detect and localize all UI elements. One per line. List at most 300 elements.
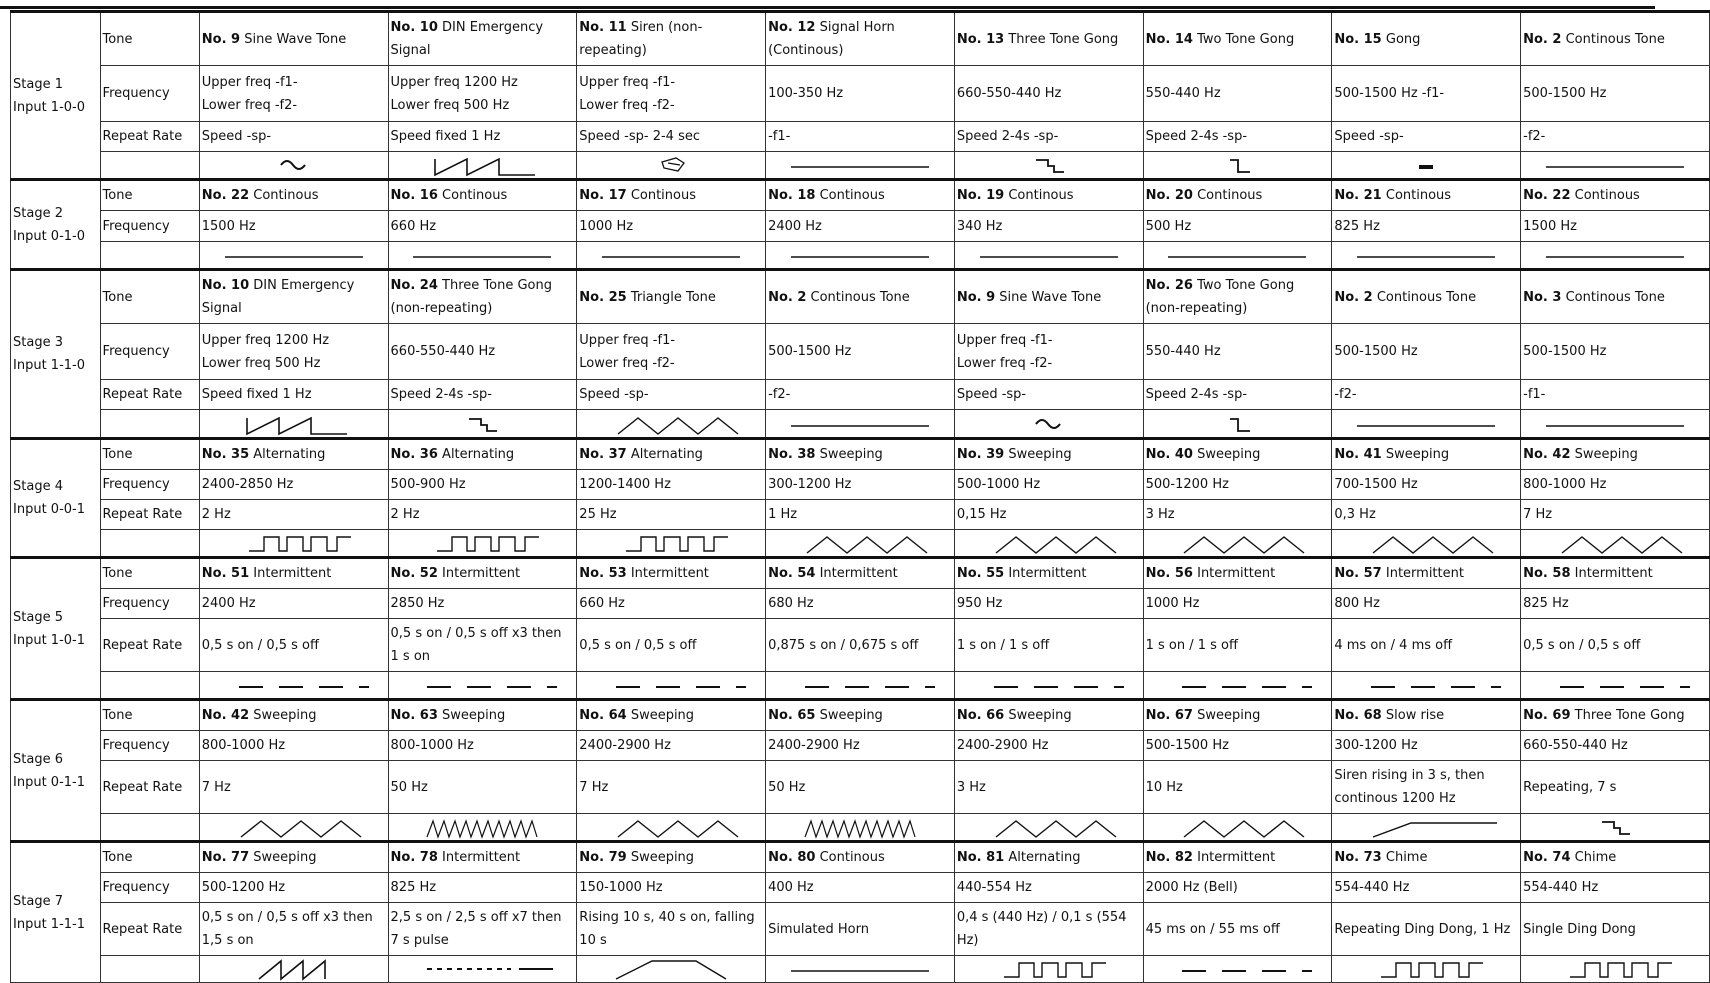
dashes-waveform-icon — [785, 673, 935, 697]
step3-waveform-icon — [1540, 815, 1690, 839]
repeat-rate-cell: 50 Hz — [388, 761, 577, 814]
repeat-rate-cell: Simulated Horn — [766, 903, 955, 956]
tone-number: No. 58 — [1523, 566, 1571, 581]
tone-number: No. 79 — [579, 850, 627, 865]
tone-name: Continous — [630, 188, 696, 203]
frequency-cell: 2000 Hz (Bell) — [1143, 873, 1332, 903]
row-label-sym — [100, 242, 199, 270]
stage-label — [11, 439, 101, 558]
tone-number: No. 10 — [201, 278, 250, 293]
stage-row-freq — [11, 731, 1710, 761]
waveform-cell — [199, 530, 388, 558]
tone-number: No. 56 — [1145, 566, 1193, 581]
row-label-sym — [100, 152, 199, 180]
square-waveform-icon — [1351, 957, 1501, 981]
stage-label — [11, 558, 101, 700]
waveform-cell — [199, 956, 388, 983]
repeat-rate-cell: -f2- — [1332, 380, 1521, 410]
waveform-cell — [199, 152, 388, 180]
tone-number: No. 65 — [768, 708, 816, 723]
repeat-rate-cell: Speed -sp- — [954, 380, 1143, 410]
frequency-cell: 150-1000 Hz — [577, 873, 766, 903]
repeat-rate-cell: Speed fixed 1 Hz — [199, 380, 388, 410]
tone-cell — [954, 439, 1143, 470]
tone-cell — [766, 439, 955, 470]
tone-name: Sweeping — [819, 447, 883, 462]
triangle-waveform-icon — [1162, 531, 1312, 555]
waveform-cell — [954, 242, 1143, 270]
frequency-cell: 500-1200 Hz — [199, 873, 388, 903]
frequency-cell: 660-550-440 Hz — [388, 324, 577, 380]
dashes-waveform-icon — [407, 673, 557, 697]
stage-row-tone — [11, 270, 1710, 324]
tone-name: Intermittent — [253, 566, 332, 581]
tone-number: No. 66 — [956, 708, 1005, 723]
waveform-cell — [1143, 814, 1332, 842]
tone-name: Continous — [253, 188, 319, 203]
repeat-rate-cell: Siren rising in 3 s, then continous 1200 Hz — [1332, 761, 1521, 814]
tone-number: No. 81 — [956, 850, 1005, 865]
dashes-waveform-icon — [1162, 673, 1312, 697]
line-waveform-icon — [1540, 153, 1690, 177]
stage-row-sym — [11, 242, 1710, 270]
tone-number: No. 74 — [1523, 850, 1571, 865]
frequency-cell: Upper freq -f1- Lower freq -f2- — [954, 324, 1143, 380]
repeat-rate-cell: 2,5 s on / 2,5 s off x7 then 7 s pulse — [388, 903, 577, 956]
tone-number: No. 40 — [1145, 447, 1193, 462]
row-label-sym — [100, 530, 199, 558]
frequency-cell: 550-440 Hz — [1143, 66, 1332, 122]
tone-cell — [577, 180, 766, 211]
waveform-cell — [766, 530, 955, 558]
repeat-rate-cell: 3 Hz — [954, 761, 1143, 814]
waveform-cell — [388, 814, 577, 842]
tone-cell — [388, 700, 577, 731]
stage-row-sym — [11, 152, 1710, 180]
line-waveform-icon — [596, 243, 746, 267]
frequency-cell: 1000 Hz — [577, 211, 766, 242]
tone-name: Three Tone Gong — [1574, 708, 1685, 723]
stage-row-sym — [11, 410, 1710, 439]
line-waveform-icon — [785, 412, 935, 436]
stage-name: Stage 2 — [13, 205, 63, 221]
tone-number: No. 51 — [201, 566, 250, 581]
stage-label — [11, 270, 101, 439]
stage-input: Input 0-1-1 — [13, 774, 85, 790]
repeat-rate-cell: 45 ms on / 55 ms off — [1143, 903, 1332, 956]
frequency-cell: 500-1500 Hz -f1- — [1332, 66, 1521, 122]
tone-table — [10, 10, 1710, 983]
waveform-cell — [954, 672, 1143, 700]
step3-waveform-icon — [407, 412, 557, 436]
step2-waveform-icon — [1162, 412, 1312, 436]
line-waveform-icon — [1351, 243, 1501, 267]
dashes-waveform-icon — [974, 673, 1124, 697]
tone-name: Intermittent — [1385, 566, 1464, 581]
tone-name: DIN Emergency Signal — [201, 278, 355, 316]
waveform-cell — [1143, 242, 1332, 270]
tone-name: Sweeping — [630, 850, 695, 865]
tone-number: No. 42 — [1523, 447, 1571, 462]
rise-waveform-icon — [1351, 815, 1501, 839]
repeat-rate-cell: 1 Hz — [766, 500, 955, 530]
tone-name: Alternating — [1008, 850, 1081, 865]
frequency-cell: 825 Hz — [1332, 211, 1521, 242]
repeat-rate-cell: Speed -sp- — [577, 380, 766, 410]
stage-row-rate — [11, 619, 1710, 672]
tone-cell — [1143, 12, 1332, 66]
waveform-cell — [577, 152, 766, 180]
row-label-sym — [100, 956, 199, 983]
tone-name: Continous — [1574, 188, 1640, 203]
frequency-cell: 680 Hz — [766, 589, 955, 619]
tone-number: No. 11 — [579, 20, 627, 35]
row-label-rate: Repeat Rate — [100, 903, 199, 956]
tone-number: No. 25 — [579, 289, 627, 305]
row-label-sym — [100, 672, 199, 700]
triangle-waveform-icon — [596, 412, 746, 436]
waveform-cell — [388, 242, 577, 270]
waveform-cell — [766, 410, 955, 439]
tone-name: Sweeping — [1197, 447, 1261, 462]
tone-name: Sine Wave Tone — [999, 289, 1102, 305]
waveform-cell — [1332, 956, 1521, 983]
repeat-rate-cell: Speed 2-4s -sp- — [1143, 122, 1332, 152]
stage-input: Input 1-0-1 — [13, 632, 85, 648]
tone-cell — [388, 12, 577, 66]
tone-cell — [1332, 700, 1521, 731]
waveform-cell — [766, 152, 955, 180]
stage-row-tone — [11, 12, 1710, 66]
frequency-cell: 500-900 Hz — [388, 470, 577, 500]
repeat-rate-cell: 10 Hz — [1143, 761, 1332, 814]
tone-name: Continous — [819, 188, 885, 203]
tone-name: Sweeping — [1574, 447, 1638, 462]
repeat-rate-cell: 1 s on / 1 s off — [1143, 619, 1332, 672]
tone-number: No. 68 — [1334, 708, 1382, 723]
repeat-rate-cell: 0,5 s on / 0,5 s off x3 then 1,5 s on — [199, 903, 388, 956]
waveform-cell — [388, 530, 577, 558]
tone-number: No. 22 — [1523, 188, 1571, 203]
frequency-cell: 2400 Hz — [766, 211, 955, 242]
tone-number: No. 21 — [1334, 188, 1382, 203]
waveform-cell — [1332, 530, 1521, 558]
frequency-cell: 2400-2900 Hz — [577, 731, 766, 761]
tone-number: No. 9 — [956, 289, 996, 305]
tone-cell — [766, 558, 955, 589]
tone-number: No. 69 — [1523, 708, 1571, 723]
row-label-freq: Frequency — [100, 731, 199, 761]
tone-cell — [766, 12, 955, 66]
frequency-cell: 800 Hz — [1332, 589, 1521, 619]
tone-name: Sweeping — [1008, 447, 1072, 462]
tone-name: Alternating — [630, 447, 703, 462]
waveform-cell — [766, 672, 955, 700]
tone-cell — [577, 700, 766, 731]
stage-name: Stage 5 — [13, 609, 63, 625]
tone-number: No. 38 — [768, 447, 816, 462]
stage-row-sym — [11, 956, 1710, 983]
frequency-cell: 500-1200 Hz — [1143, 470, 1332, 500]
step2-waveform-icon — [1162, 153, 1312, 177]
tone-cell — [577, 842, 766, 873]
tone-cell — [1332, 270, 1521, 324]
dashes-waveform-icon — [1540, 673, 1690, 697]
row-label-tone: Tone — [100, 12, 199, 66]
stage-label — [11, 700, 101, 842]
repeat-rate-cell: 7 Hz — [1521, 500, 1710, 530]
row-label-tone: Tone — [100, 558, 199, 589]
tone-cell — [577, 270, 766, 324]
tone-cell — [577, 558, 766, 589]
tone-name: Siren (non-repeating) — [579, 20, 703, 58]
tone-number: No. 2 — [1334, 289, 1373, 305]
dashes-waveform-icon — [1351, 673, 1501, 697]
tone-name: Two Tone Gong — [1197, 31, 1295, 47]
repeat-rate-cell: Speed -sp- — [1332, 122, 1521, 152]
stage-name: Stage 1 — [13, 76, 63, 92]
frequency-cell: 2400-2900 Hz — [766, 731, 955, 761]
waveform-cell — [1521, 672, 1710, 700]
tone-number: No. 12 — [768, 20, 816, 35]
square-waveform-icon — [407, 531, 557, 555]
stage-input: Input 1-1-1 — [13, 916, 85, 932]
tone-cell — [388, 180, 577, 211]
stage-input: Input 1-0-0 — [13, 99, 85, 115]
repeat-rate-cell: 0,5 s on / 0,5 s off — [1521, 619, 1710, 672]
tone-cell — [1332, 12, 1521, 66]
tone-number: No. 57 — [1334, 566, 1382, 581]
stage-row-tone — [11, 700, 1710, 731]
repeat-rate-cell: 25 Hz — [577, 500, 766, 530]
square-waveform-icon — [219, 531, 369, 555]
frequency-cell: Upper freq -f1- Lower freq -f2- — [577, 66, 766, 122]
waveform-cell — [1143, 410, 1332, 439]
tone-name: Continous Tone — [1376, 289, 1477, 305]
tone-number: No. 24 — [390, 278, 438, 293]
tone-cell — [1521, 12, 1710, 66]
frequency-cell: 660-550-440 Hz — [954, 66, 1143, 122]
row-label-tone: Tone — [100, 842, 199, 873]
repeat-rate-cell: Speed 2-4s -sp- — [388, 380, 577, 410]
waveform-cell — [1521, 410, 1710, 439]
triangle-waveform-icon — [974, 815, 1124, 839]
waveform-cell — [1332, 152, 1521, 180]
tone-name: Alternating — [442, 447, 515, 462]
stage-row-freq — [11, 66, 1710, 122]
tone-number: No. 3 — [1523, 289, 1562, 305]
stage-row-tone — [11, 842, 1710, 873]
tone-name: Two Tone Gong (non-repeating) — [1145, 278, 1295, 316]
stage-row-rate — [11, 761, 1710, 814]
dashes-waveform-icon — [596, 673, 746, 697]
frequency-cell: 500-1500 Hz — [766, 324, 955, 380]
frequency-cell: 800-1000 Hz — [1521, 470, 1710, 500]
waveform-cell — [577, 814, 766, 842]
waveform-cell — [1521, 956, 1710, 983]
tone-name: Chime — [1385, 850, 1428, 865]
repeat-rate-cell: 2 Hz — [388, 500, 577, 530]
row-label-rate: Repeat Rate — [100, 380, 199, 410]
tone-cell — [1521, 270, 1710, 324]
zigzag-waveform-icon — [785, 815, 935, 839]
tone-cell — [1143, 439, 1332, 470]
top-rule — [0, 6, 1655, 9]
waveform-cell — [1332, 410, 1521, 439]
tone-cell — [199, 842, 388, 873]
waveform-cell — [766, 242, 955, 270]
frequency-cell: 500-1000 Hz — [954, 470, 1143, 500]
repeat-rate-cell: -f2- — [766, 380, 955, 410]
waveform-cell — [199, 814, 388, 842]
stage-row-tone — [11, 439, 1710, 470]
dash-bold-waveform-icon — [1351, 153, 1501, 177]
tone-cell — [954, 842, 1143, 873]
repeat-rate-cell: Speed 2-4s -sp- — [1143, 380, 1332, 410]
tone-number: No. 14 — [1145, 31, 1193, 47]
repeat-rate-cell: Speed -sp- — [199, 122, 388, 152]
tone-cell — [954, 12, 1143, 66]
row-label-rate: Repeat Rate — [100, 619, 199, 672]
tone-name: Intermittent — [442, 850, 521, 865]
frequency-cell: 660-550-440 Hz — [1521, 731, 1710, 761]
square-waveform-icon — [596, 531, 746, 555]
stage-row-freq — [11, 873, 1710, 903]
dashes-waveform-icon — [219, 673, 369, 697]
tone-cell — [1521, 439, 1710, 470]
frequency-cell: 550-440 Hz — [1143, 324, 1332, 380]
tone-number: No. 19 — [956, 188, 1005, 203]
waveform-cell — [199, 410, 388, 439]
tone-cell — [1332, 180, 1521, 211]
repeat-rate-cell: 50 Hz — [766, 761, 955, 814]
repeat-rate-cell: 1 s on / 1 s off — [954, 619, 1143, 672]
tone-name: Alternating — [253, 447, 326, 462]
frequency-cell: 700-1500 Hz — [1332, 470, 1521, 500]
row-label-rate: Repeat Rate — [100, 122, 199, 152]
tone-name: Sweeping — [442, 708, 506, 723]
tone-cell — [954, 270, 1143, 324]
square-waveform-icon — [1540, 957, 1690, 981]
tone-name: Continous Tone — [810, 289, 910, 305]
tone-name: Three Tone Gong (non-repeating) — [390, 278, 552, 316]
stage-row-rate — [11, 122, 1710, 152]
tone-number: No. 78 — [390, 850, 438, 865]
tone-cell — [388, 439, 577, 470]
dashes-waveform-icon — [1162, 957, 1312, 981]
frequency-cell: Upper freq 1200 Hz Lower freq 500 Hz — [388, 66, 577, 122]
tone-number: No. 2 — [1523, 31, 1562, 47]
stage-row-freq — [11, 324, 1710, 380]
waveform-cell — [1521, 530, 1710, 558]
tone-number: No. 18 — [768, 188, 816, 203]
sine-waveform-icon — [219, 153, 369, 177]
frequency-cell: 440-554 Hz — [954, 873, 1143, 903]
line-waveform-icon — [219, 243, 369, 267]
tone-number: No. 52 — [390, 566, 438, 581]
frequency-cell: 1500 Hz — [199, 211, 388, 242]
tone-name: Sweeping — [253, 708, 317, 723]
row-label-freq: Frequency — [100, 66, 199, 122]
tone-number: No. 16 — [390, 188, 438, 203]
row-label-freq: Frequency — [100, 589, 199, 619]
tone-cell — [1521, 558, 1710, 589]
tone-name: Intermittent — [630, 566, 709, 581]
line-waveform-icon — [785, 243, 935, 267]
tone-number: No. 63 — [390, 708, 438, 723]
stage-row-freq — [11, 589, 1710, 619]
waveform-cell — [199, 242, 388, 270]
tone-number: No. 67 — [1145, 708, 1193, 723]
tone-number: No. 20 — [1145, 188, 1193, 203]
waveform-cell — [199, 672, 388, 700]
tone-number: No. 15 — [1334, 31, 1382, 47]
tone-name: Intermittent — [442, 566, 521, 581]
tone-number: No. 26 — [1145, 278, 1193, 293]
waveform-cell — [577, 956, 766, 983]
tone-cell — [199, 270, 388, 324]
waveform-cell — [577, 242, 766, 270]
row-label-freq: Frequency — [100, 873, 199, 903]
tone-number: No. 53 — [579, 566, 627, 581]
waveform-cell — [1143, 672, 1332, 700]
tone-name: Continous — [819, 850, 885, 865]
tone-cell — [1143, 558, 1332, 589]
tone-number: No. 80 — [768, 850, 816, 865]
triangle-waveform-icon — [219, 815, 369, 839]
frequency-cell: 340 Hz — [954, 211, 1143, 242]
repeat-rate-cell: 3 Hz — [1143, 500, 1332, 530]
frequency-cell: 300-1200 Hz — [1332, 731, 1521, 761]
tone-name: DIN Emergency Signal — [390, 20, 544, 58]
stage-row-tone — [11, 558, 1710, 589]
tone-cell — [388, 842, 577, 873]
stage-row-sym — [11, 672, 1710, 700]
frequency-cell: 2400-2900 Hz — [954, 731, 1143, 761]
frequency-cell: 1200-1400 Hz — [577, 470, 766, 500]
tone-name: Signal Horn (Continous) — [768, 20, 895, 58]
row-label-tone: Tone — [100, 439, 199, 470]
row-label-rate: Repeat Rate — [100, 500, 199, 530]
frequency-cell: 660 Hz — [388, 211, 577, 242]
waveform-cell — [954, 152, 1143, 180]
waveform-cell — [1332, 814, 1521, 842]
tone-cell — [954, 180, 1143, 211]
tone-name: Sweeping — [253, 850, 317, 865]
dotdash-waveform-icon — [407, 957, 557, 981]
stage-name: Stage 7 — [13, 893, 63, 909]
tone-name: Continous Tone — [1565, 289, 1665, 305]
repeat-rate-cell: 0,5 s on / 0,5 s off x3 then 1 s on — [388, 619, 577, 672]
step3-waveform-icon — [974, 153, 1124, 177]
tone-cell — [1332, 558, 1521, 589]
waveform-cell — [954, 530, 1143, 558]
stage-row-freq — [11, 470, 1710, 500]
frequency-cell: 500 Hz — [1143, 211, 1332, 242]
tone-name: Continous — [1008, 188, 1074, 203]
tone-name: Chime — [1574, 850, 1617, 865]
tone-number: No. 2 — [768, 289, 807, 305]
stage-label — [11, 842, 101, 983]
tone-name: Intermittent — [1197, 850, 1276, 865]
tone-number: No. 41 — [1334, 447, 1382, 462]
row-label-tone: Tone — [100, 700, 199, 731]
repeat-rate-cell: Repeating Ding Dong, 1 Hz — [1332, 903, 1521, 956]
tone-cell — [388, 270, 577, 324]
siren-waveform-icon — [596, 153, 746, 177]
frequency-cell: 2400 Hz — [199, 589, 388, 619]
frequency-cell: 500-1500 Hz — [1521, 66, 1710, 122]
